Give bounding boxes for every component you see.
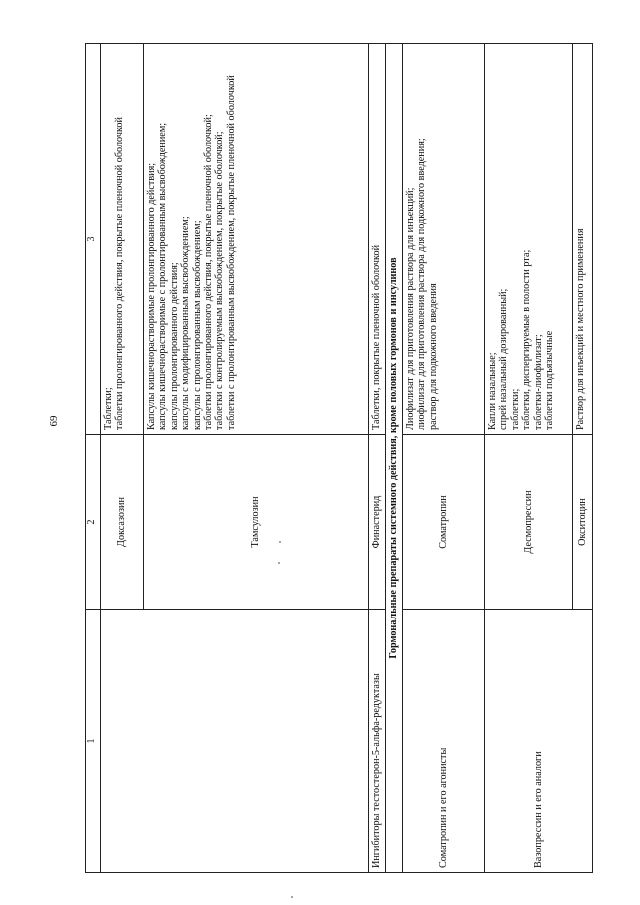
dosage-form-line: Лиофилизат для приготовления раствора для инъекций; [405, 187, 416, 430]
drug-name-somatropin: Соматропин [403, 434, 484, 609]
dosage-forms-oxytocin [573, 44, 592, 434]
dosage-forms-finasteride: Таблетки, покрытые пленочной оболочкой [371, 244, 383, 430]
header-col-1: 1 [86, 609, 100, 872]
header-col-2: 2 [86, 434, 100, 609]
table-row [101, 44, 144, 609]
dosage-form-line: Таблетки; [103, 387, 114, 430]
dosage-forms-doxazosin [101, 44, 143, 434]
dosage-form-line: таблетки; [509, 388, 521, 430]
drug-name-finasteride: Финастерид [369, 434, 385, 609]
table-header-row [86, 44, 101, 872]
dosage-form-line: капсулы с модифицированным высвобождением; [180, 216, 192, 430]
page-number: 69 [48, 415, 60, 427]
table-row [485, 44, 573, 609]
dosage-forms-desmopressin [485, 44, 572, 434]
dosage-form-line: Капсулы кишечнорастворимые пролонгированного действия; [146, 162, 157, 430]
drug-name-oxytocin: Окситоцин [573, 434, 592, 609]
class-5-alpha-reductase-inhibitors: Ингибиторы тестостерон-5-альфа-редуктазы [369, 609, 385, 872]
drug-name-desmopressin: Десмопрессин [485, 434, 572, 609]
drug-name-tamsulosin: Тамсулозин [144, 434, 368, 609]
table-row [144, 44, 368, 609]
dosage-form-line: капсулы кишечнорастворимые с пролонгированным высвобождением; [157, 122, 169, 430]
table-group-alpha-blockers [101, 44, 369, 872]
dosage-form-line: раствор для подкожного введения [427, 283, 439, 430]
section-title: Гормональные препараты системного действия, кроме половых гормонов и инсулинов [388, 257, 399, 659]
dosage-form-line: капсулы пролонгированного действия; [168, 262, 180, 430]
table-row [573, 44, 592, 609]
dosage-form-line: таблетки пролонгированного действия, покрытые пленочной оболочкой; [203, 114, 215, 430]
dosage-form-line: таблетки подъязычные [544, 330, 556, 430]
dosage-form-line: таблетки-лиофилизат; [532, 334, 544, 430]
class-somatropin-agonists: Соматропин и его агонисты [403, 609, 484, 872]
dosage-form-line: капсулы с пролонгированным высвобождением; [191, 220, 203, 430]
header-col-3: 3 [86, 236, 97, 242]
group-class-cell [101, 609, 368, 872]
dosage-form-line: таблетки пролонгированного действия, покрытые пленочной оболочкой [114, 117, 126, 430]
drug-table [85, 43, 593, 873]
dosage-form-line: Раствор для инъекций и местного применения [575, 228, 586, 430]
table-row [369, 44, 386, 872]
dosage-forms-somatropin [403, 44, 484, 434]
dosage-form-line: Капли назальные; [487, 352, 498, 430]
dosage-form-line: таблетки с контролируемым высвобождением, покрытые оболочкой; [214, 131, 226, 430]
class-vasopressin-analogues: Вазопрессин и его аналоги [485, 609, 592, 872]
scan-speck [291, 896, 293, 898]
table-group-vasopressin [485, 44, 592, 872]
drug-name-doxazosin: Доксазозин [101, 434, 143, 609]
table-row [403, 44, 485, 872]
dosage-form-line: лиофилизат для приготовления раствора для подкожного введения; [416, 138, 428, 430]
scan-speck [279, 541, 281, 543]
dosage-forms-tamsulosin [144, 44, 368, 434]
dosage-form-line: спрей назальный дозированный; [498, 288, 510, 430]
scan-speck [278, 562, 280, 564]
dosage-form-line: таблетки с пролонгированным высвобождением, покрытые пленочной оболочкой [225, 75, 237, 430]
dosage-form-line: таблетки, диспергируемые в полости рта; [521, 249, 533, 430]
section-title-row [386, 44, 403, 872]
